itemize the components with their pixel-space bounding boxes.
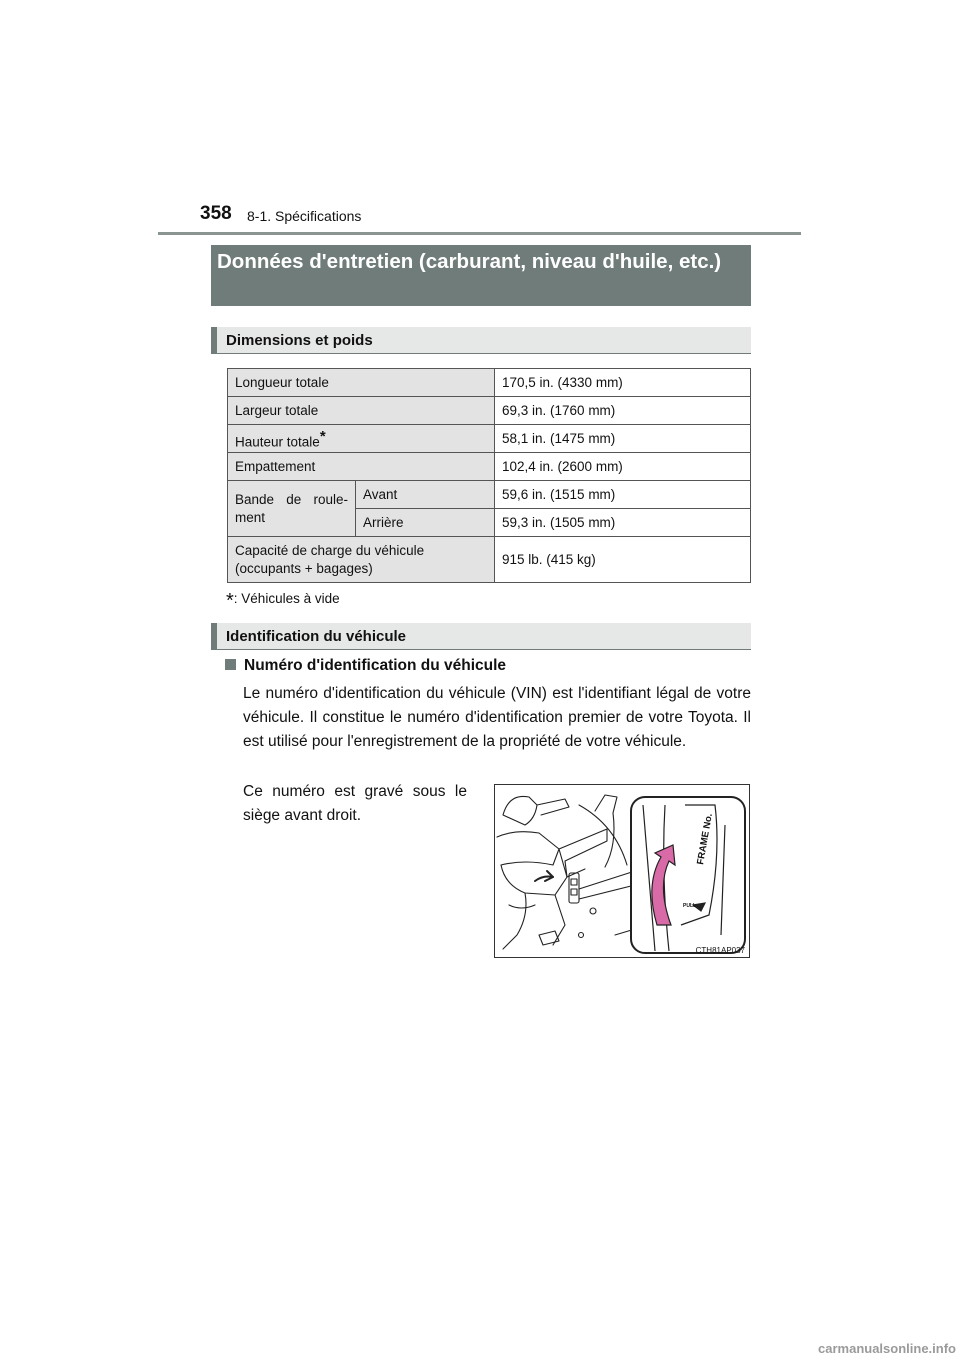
item-heading — [225, 657, 506, 675]
table-row — [228, 425, 751, 453]
pull-label: PULL — [683, 903, 697, 909]
row-value: 102,4 in. (2600 mm) — [495, 453, 751, 481]
row-label: Bande de roule-ment — [228, 481, 356, 537]
header-divider — [158, 232, 801, 235]
table-row — [228, 453, 751, 481]
table-row — [228, 537, 751, 583]
identification-heading: Identification du véhicule — [211, 623, 751, 650]
row-sublabel: Arrière — [356, 509, 495, 537]
footnote — [226, 590, 340, 613]
section-reference: 8-1. Spécifications — [247, 208, 362, 224]
row-label-with-footnote — [228, 425, 495, 453]
row-value: 59,3 in. (1505 mm) — [495, 509, 751, 537]
table-row — [228, 481, 751, 509]
figure-code: CTH81AP037 — [695, 946, 745, 955]
vin-location: Ce numéro est gravé sous le siège avant droit. — [243, 783, 467, 824]
row-label: Capacité de charge du véhicule (occupants + bagages) — [228, 537, 495, 583]
dimensions-table — [227, 368, 751, 583]
seat-frame-drawing — [495, 785, 749, 957]
row-sublabel: Avant — [356, 481, 495, 509]
row-value: 69,3 in. (1760 mm) — [495, 397, 751, 425]
row-value: 170,5 in. (4330 mm) — [495, 369, 751, 397]
row-label: Longueur totale — [228, 369, 495, 397]
square-bullet-icon — [225, 659, 236, 670]
row-value: 58,1 in. (1475 mm) — [495, 425, 751, 453]
vin-description: Le numéro d'identification du véhicule (VIN) est l'identifiant légal de votre véhicule. Il constitue le numéro d'identification premier de votre Toyota. Il est utilisé pour l'enregistrement de la propriété de votre véhicule. — [243, 685, 751, 750]
vin-location-illustration — [494, 784, 750, 958]
page-number: 358 — [200, 203, 232, 224]
table-row — [228, 369, 751, 397]
row-label: Empattement — [228, 453, 495, 481]
frame-label: FRAME No. — [695, 812, 715, 866]
row-value: 915 lb. (415 kg) — [495, 537, 751, 583]
table-row — [228, 397, 751, 425]
row-label: Hauteur totale — [235, 434, 320, 450]
footnote-text: : Véhicules à vide — [233, 591, 340, 606]
item-title: Numéro d'identification du véhicule — [244, 657, 507, 674]
row-label: Largeur totale — [228, 397, 495, 425]
watermark: carmanualsonline.info — [818, 1341, 956, 1356]
footnote-marker: * — [319, 427, 326, 445]
dimensions-heading: Dimensions et poids — [211, 327, 751, 354]
main-title: Données d'entretien (carburant, niveau d'huile, etc.) — [211, 245, 751, 306]
row-value: 59,6 in. (1515 mm) — [495, 481, 751, 509]
footnote-star: * — [226, 590, 234, 612]
